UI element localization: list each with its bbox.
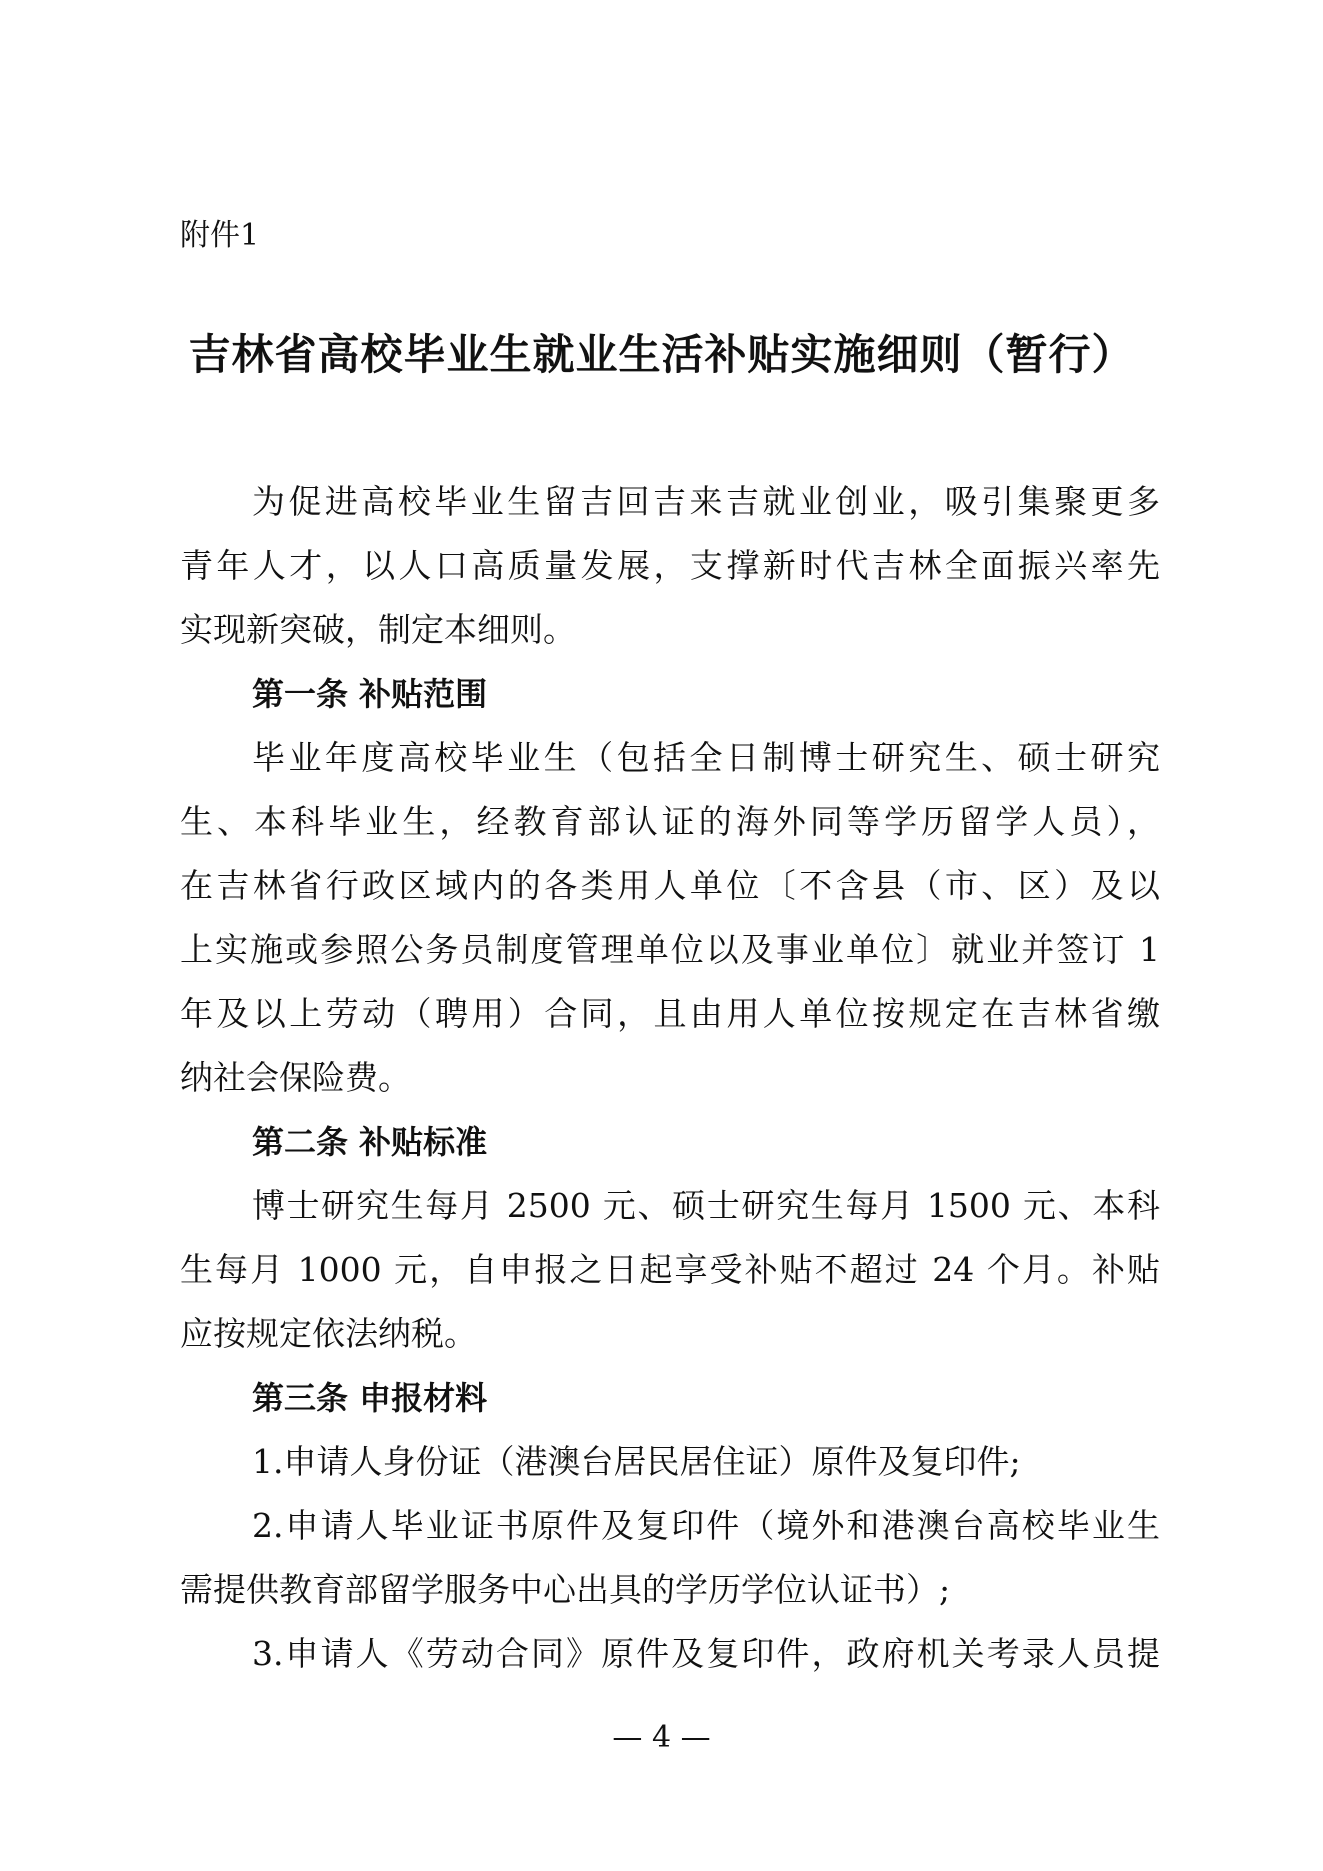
article-2-line: 应按规定依法纳税。	[180, 1314, 477, 1353]
article-1-heading: 第一条 补贴范围	[252, 675, 488, 713]
article-3-line: 3.申请人《劳动合同》原件及复印件，政府机关考录人员提	[252, 1634, 1160, 1673]
intro-line: 为促进高校毕业生留吉回吉来吉就业创业，吸引集聚更多	[252, 482, 1160, 521]
article-3-line: 2.申请人毕业证书原件及复印件（境外和港澳台高校毕业生	[252, 1506, 1160, 1545]
article-1-line: 毕业年度高校毕业生（包括全日制博士研究生、硕士研究	[252, 738, 1160, 777]
page-number: — 4 —	[612, 1720, 711, 1755]
article-2-line: 生每月 1000 元，自申报之日起享受补贴不超过 24 个月。补贴	[180, 1250, 1160, 1289]
article-2-heading: 第二条 补贴标准	[252, 1123, 488, 1161]
intro-line: 青年人才，以人口高质量发展，支撑新时代吉林全面振兴率先	[180, 546, 1160, 585]
document-title: 吉林省高校毕业生就业生活补贴实施细则（暂行）	[188, 330, 1135, 379]
attachment-label: 附件1	[180, 218, 260, 253]
article-1-line: 纳社会保险费。	[180, 1058, 411, 1097]
document-body	[180, 470, 1160, 1686]
article-1-line: 年及以上劳动（聘用）合同，且由用人单位按规定在吉林省缴	[180, 994, 1160, 1033]
article-1-line: 在吉林省行政区域内的各类用人单位〔不含县（市、区）及以	[180, 866, 1160, 905]
article-3-heading: 第三条 申报材料	[252, 1379, 488, 1417]
article-3-line: 1.申请人身份证（港澳台居民居住证）原件及复印件;	[252, 1442, 1021, 1481]
article-3-line: 需提供教育部留学服务中心出具的学历学位认证书）;	[180, 1570, 951, 1609]
article-1-line: 生、本科毕业生，经教育部认证的海外同等学历留学人员），	[180, 802, 1160, 841]
article-2-line: 博士研究生每月 2500 元、硕士研究生每月 1500 元、本科	[252, 1186, 1160, 1225]
intro-line: 实现新突破，制定本细则。	[180, 610, 576, 649]
article-1-line: 上实施或参照公务员制度管理单位以及事业单位〕就业并签订 1	[180, 930, 1160, 969]
